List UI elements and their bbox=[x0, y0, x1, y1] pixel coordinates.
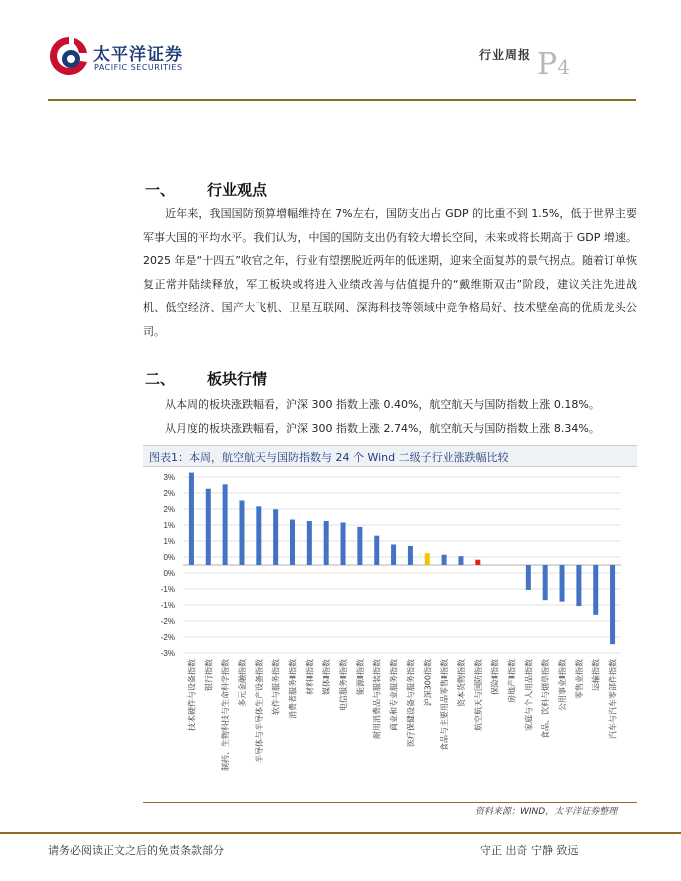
bar bbox=[290, 520, 295, 565]
bar bbox=[425, 553, 430, 565]
category-label: 消费者服务Ⅱ指数 bbox=[288, 659, 298, 719]
y-tick-label: 0% bbox=[163, 553, 175, 562]
bar bbox=[273, 509, 278, 565]
category-label: 多元金融指数 bbox=[237, 659, 247, 707]
category-label: 电信服务Ⅱ指数 bbox=[339, 659, 349, 711]
source-rule bbox=[143, 802, 637, 803]
footer-disclaimer: 请务必阅读正文之后的免责条款部分 bbox=[48, 844, 224, 857]
company-logo bbox=[48, 34, 188, 86]
figure-title: 图表1：本周，航空航天与国防指数与 24 个 Wind 二级子行业涨跌幅比较 bbox=[149, 451, 509, 464]
bar bbox=[239, 500, 244, 565]
logo-mark-icon bbox=[48, 34, 90, 80]
page-digit: 4 bbox=[557, 55, 570, 79]
y-tick-label: -3% bbox=[160, 649, 175, 658]
category-label: 软件与服务指数 bbox=[271, 659, 281, 715]
bar bbox=[543, 565, 548, 600]
category-label: 制药、生物科技与生命科学指数 bbox=[221, 659, 231, 771]
bar bbox=[475, 560, 480, 565]
y-tick-label: -1% bbox=[160, 601, 175, 610]
bar bbox=[341, 522, 346, 565]
y-tick-label: -2% bbox=[160, 617, 175, 626]
bar bbox=[307, 521, 312, 565]
y-tick-label: 1% bbox=[163, 537, 175, 546]
section-1-paragraph bbox=[143, 202, 637, 343]
page-letter: P bbox=[537, 47, 558, 82]
bar bbox=[593, 565, 598, 615]
category-label: 食品、饮料与烟草指数 bbox=[541, 659, 551, 739]
section-1-text: 近年来，我国国防预算增幅维持在 7%左右，国防支出占 GDP 的比重不到 1.5%，低于世界主要军事大国的平均水平。我们认为，中国的国防支出仍有较大增长空间，未来或将长期高于 GDP 增速。2025 年是“十四五”收官之年，行业有望摆脱近两年的低迷期，迎来全面复苏的景气拐点。随着订单恢复正常并陆续释放，军工板块或将进入业绩改善与估值提升的“戴维斯双击”阶段，建议关注先进战机、低空经济、国产大飞机、卫星互联网、深海科技等领域中竞争格局好、技术壁垒高的优质龙头公司。 bbox=[143, 207, 637, 338]
bar bbox=[189, 473, 194, 565]
category-label: 技术硬件与设备指数 bbox=[187, 659, 197, 731]
category-label: 汽车与汽车零部件指数 bbox=[608, 659, 618, 739]
category-label: 资本货物指数 bbox=[456, 659, 466, 707]
category-label: 能源Ⅱ指数 bbox=[355, 659, 365, 695]
y-tick-label: 2% bbox=[163, 505, 175, 514]
bar bbox=[357, 527, 362, 565]
weekly-summary-line: 从本周的板块涨跌幅看，沪深 300 指数上涨 0.40%，航空航天与国防指数上涨 0.18%。 bbox=[165, 398, 600, 411]
section-2-number: 二、 bbox=[145, 370, 176, 388]
category-label: 媒体Ⅱ指数 bbox=[322, 659, 332, 695]
bar bbox=[610, 565, 615, 644]
section-1-number: 一、 bbox=[145, 181, 176, 199]
y-tick-label: 2% bbox=[163, 489, 175, 498]
bar bbox=[560, 565, 565, 602]
y-tick-label: 3% bbox=[163, 473, 175, 482]
category-label: 半导体与半导体生产设备指数 bbox=[254, 659, 264, 763]
y-tick-label: -2% bbox=[160, 633, 175, 642]
y-tick-label: -1% bbox=[160, 585, 175, 594]
category-label: 沪深300指数 bbox=[423, 659, 433, 707]
section-1-heading bbox=[145, 179, 267, 200]
bar bbox=[526, 565, 531, 590]
bar bbox=[324, 521, 329, 565]
bar bbox=[408, 546, 413, 565]
bar bbox=[223, 484, 228, 565]
category-label: 航空航天与国防指数 bbox=[473, 659, 483, 731]
company-name-en: PACIFIC SECURITIES bbox=[94, 63, 183, 72]
page-header bbox=[0, 0, 681, 110]
bar bbox=[576, 565, 581, 606]
figure-title-bar bbox=[143, 445, 637, 467]
category-label: 公用事业Ⅱ指数 bbox=[558, 659, 568, 711]
bar bbox=[442, 555, 447, 565]
category-label: 保险Ⅱ指数 bbox=[490, 659, 500, 695]
monthly-summary-line: 从月度的板块涨跌幅看，沪深 300 指数上涨 2.74%，航空航天与国防指数上涨 8.34%。 bbox=[165, 422, 600, 435]
category-label: 房地产Ⅱ指数 bbox=[507, 659, 517, 703]
category-label: 材料Ⅱ指数 bbox=[305, 659, 315, 695]
footer-motto: 守正 出奇 宁静 致远 bbox=[480, 844, 579, 857]
bar bbox=[458, 556, 463, 565]
category-label: 零售业指数 bbox=[574, 659, 584, 699]
y-tick-label: 0% bbox=[163, 569, 175, 578]
report-type: 行业周报 bbox=[479, 48, 532, 62]
header-rule bbox=[48, 99, 636, 101]
section-2-heading bbox=[145, 368, 267, 389]
y-tick-label: 1% bbox=[163, 521, 175, 530]
section-1-title: 行业观点 bbox=[207, 181, 268, 199]
bar bbox=[256, 506, 261, 565]
category-label: 耐用消费品与服装指数 bbox=[372, 659, 382, 739]
section-2-title: 板块行情 bbox=[207, 370, 268, 388]
bar bbox=[206, 489, 211, 565]
figure-source: 资料来源：WIND，太平洋证券整理 bbox=[475, 807, 618, 817]
category-label: 医疗保健设备与服务指数 bbox=[406, 659, 416, 747]
sector-performance-chart bbox=[143, 467, 637, 797]
category-label: 银行指数 bbox=[204, 659, 214, 691]
bar bbox=[391, 544, 396, 565]
bar bbox=[374, 536, 379, 565]
footer-rule bbox=[0, 832, 681, 834]
category-label: 食品与主要用品零售Ⅱ指数 bbox=[440, 659, 450, 751]
page-number bbox=[537, 47, 570, 82]
category-label: 家庭与个人用品指数 bbox=[524, 659, 534, 731]
category-label: 运输指数 bbox=[591, 659, 601, 691]
company-name-cn: 太平洋证券 bbox=[93, 45, 183, 65]
category-label: 商业和专业服务指数 bbox=[389, 659, 399, 731]
